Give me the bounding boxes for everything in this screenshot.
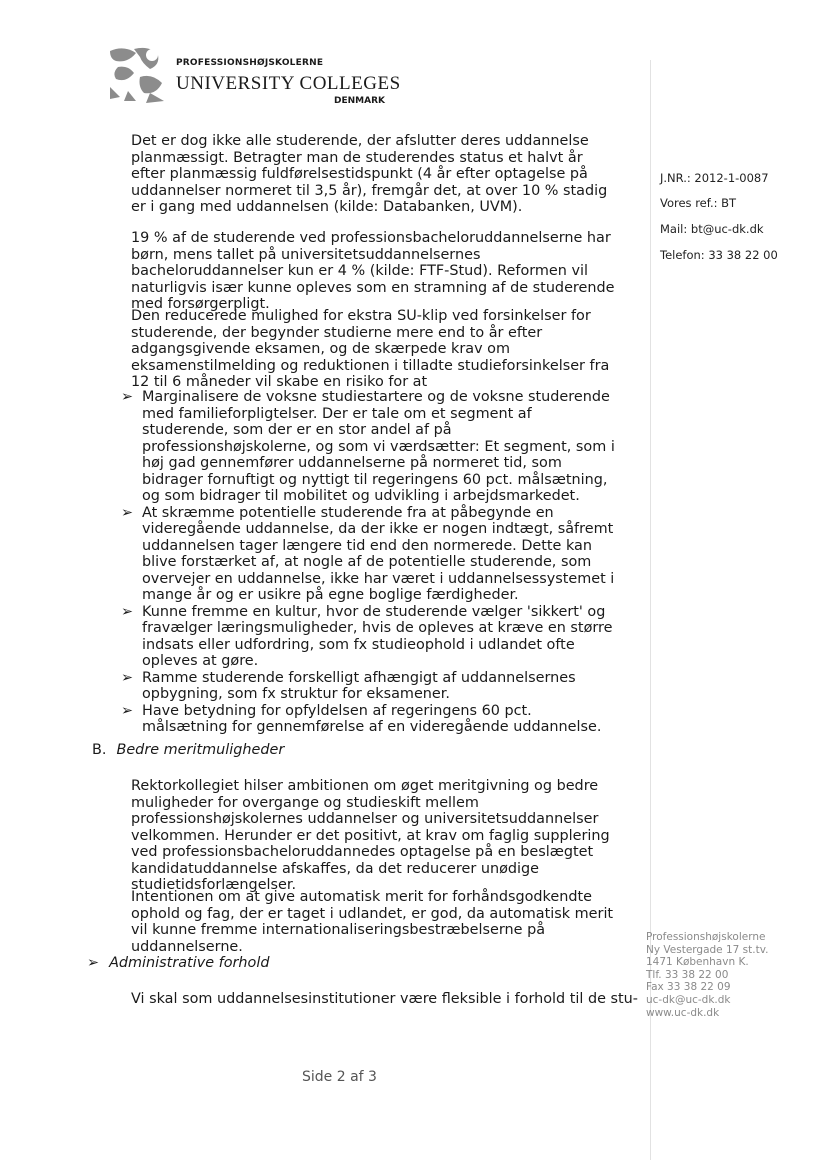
list-item [121,505,616,604]
sender-address [646,931,768,1019]
mail: Mail: bt@uc-dk.dk [660,222,764,236]
arrow-bullet-icon: ➢ [87,955,100,971]
address-line: Tlf. 33 38 22 00 [646,968,729,981]
list-item [121,703,616,736]
arrow-bullet-icon: ➢ [121,603,134,620]
section-admin-heading [87,955,269,971]
arrow-bullet-icon: ➢ [121,389,134,405]
telephone: Telefon: 33 38 22 00 [660,248,778,262]
address-line: www.uc-dk.dk [646,1006,720,1019]
paragraph-2: 19 % af de studerende ved professionsbacheloruddannelserne har børn, mens tallet på universitetsuddannelsernes bacheloruddannelser kun er 4 % (kilde: FTF-Stud). Reformen vil naturligvis især kunne opleves som en stramning af de studerende med forsørgerpligt. [131,230,615,312]
risk-list [121,389,616,736]
list-item-text: Have betydning for opfyldelsen af regeringens 60 pct. målsætning for gennemførelse af en videregående uddannelse. [142,702,602,735]
logo-country: DENMARK [334,96,385,106]
list-item [121,670,616,703]
paragraph-3: Den reducerede mulighed for ekstra SU-klip ved forsinkelser for studerende, der begynder studierne mere end to år efter adgangsgivende eksamen, og de skærpede krav om eksamenstilmelding og reduktionen i tilladte studieforsinkelser fra 12 til 6 måneder vil skabe en risiko for at [131,308,610,390]
list-item-text: At skræmme potentielle studerende fra at påbegynde en videregående uddannelse, da der ikke er nogen indtægt, såfremt uddannelsen tager længere tid end den normerede. Dette kan blive forstærket af, at nogle af de potentielle studerende, som overvejer en uddannelse, ikke har været i uddannelsessystemet i mange år og er usikre på egne boglige færdigheder. [142,504,615,603]
list-item-text: Marginalisere de voksne studiestartere og de voksne studerende med familieforpligtelser. Der er tale om et segment af studerende, som der er en stor andel af på professionshøjskolerne, og som vi værdsætter: Et segment, som i høj gad gennemfører uddannelserne på normeret tid, som bidrager fornuftigt og nyttigt til regeringens 60 pct. målsætning, og som bidrager til mobilitet og udvikling i arbejdsmarkedet. [142,389,615,504]
address-line: Professionshøjskolerne [646,931,766,943]
arrow-bullet-icon: ➢ [121,669,134,686]
paragraph-1: Det er dog ikke alle studerende, der afslutter deres uddannelse planmæssigt. Betragter man de studerendes status et halvt år efter planmæssig fuldførelsestidspunkt (4 år efter optagelse på uddannelser normeret til 3,5 år), fremgår det, at over 10 % stadig er i gang med uddannelsen (kilde: Databanken, UVM). [131,133,608,215]
address-line: Ny Vestergade 17 st.tv. [646,943,769,956]
address-line: 1471 København K. [646,956,749,969]
list-item [121,389,616,505]
paragraph-5: Intentionen om at give automatisk merit for forhåndsgodkendte ophold og fag, der er taget i udlandet, er god, da automatisk merit vil kunne fremme internationaliseringsbestræbelserne på uddannelserne. [131,889,614,955]
list-item-text: Ramme studerende forskelligt afhængigt af uddannelsernes opbygning, som fx struktur for eksamener. [142,669,576,702]
address-line: uc-dk@uc-dk.dk [646,993,731,1006]
journal-number: J.NR.: 2012-1-0087 [660,171,769,185]
list-item [121,604,616,670]
paragraph-4: Rektorkollegiet hilser ambitionen om øget meritgivning og bedre muligheder for overgange og studieskift mellem professionshøjskolernes uddannelser og universitetsuddannelser velkommen. Herunder er det positivt, at krav om faglig supplering ved professionsbacheloruddannedes optagelse på en beslægtet kandidatuddannelse afskaffes, da det reducerer unødige studietidsforlængelser. [131,778,610,893]
logo-org-small: PROFESSIONSHØJSKOLERNE [176,58,324,68]
section-b-title: Bedre meritmuligheder [116,742,285,758]
list-item-text: Kunne fremme en kultur, hvor de studerende vælger 'sikkert' og fravælger læringsmuligheder, hvis de opleves at kræve en større indsats eller udfordring, som fx studieophold i udlandet ofte opleves at gøre. [142,603,613,669]
arrow-bullet-icon: ➢ [121,702,134,719]
section-b-number: B. [92,742,107,758]
page-number: Side 2 af 3 [302,1069,377,1085]
paragraph-6: Vi skal som uddannelsesinstitutioner være fleksible i forhold til de stu- [131,991,638,1007]
reference: Vores ref.: BT [660,196,737,210]
logo-org-title: UNIVERSITY COLLEGES [176,73,401,94]
university-colleges-logo-icon [106,43,168,105]
section-b-heading [92,742,284,758]
arrow-bullet-icon: ➢ [121,504,134,521]
address-line: Fax 33 38 22 09 [646,981,731,994]
section-admin-title: Administrative forhold [109,955,270,971]
